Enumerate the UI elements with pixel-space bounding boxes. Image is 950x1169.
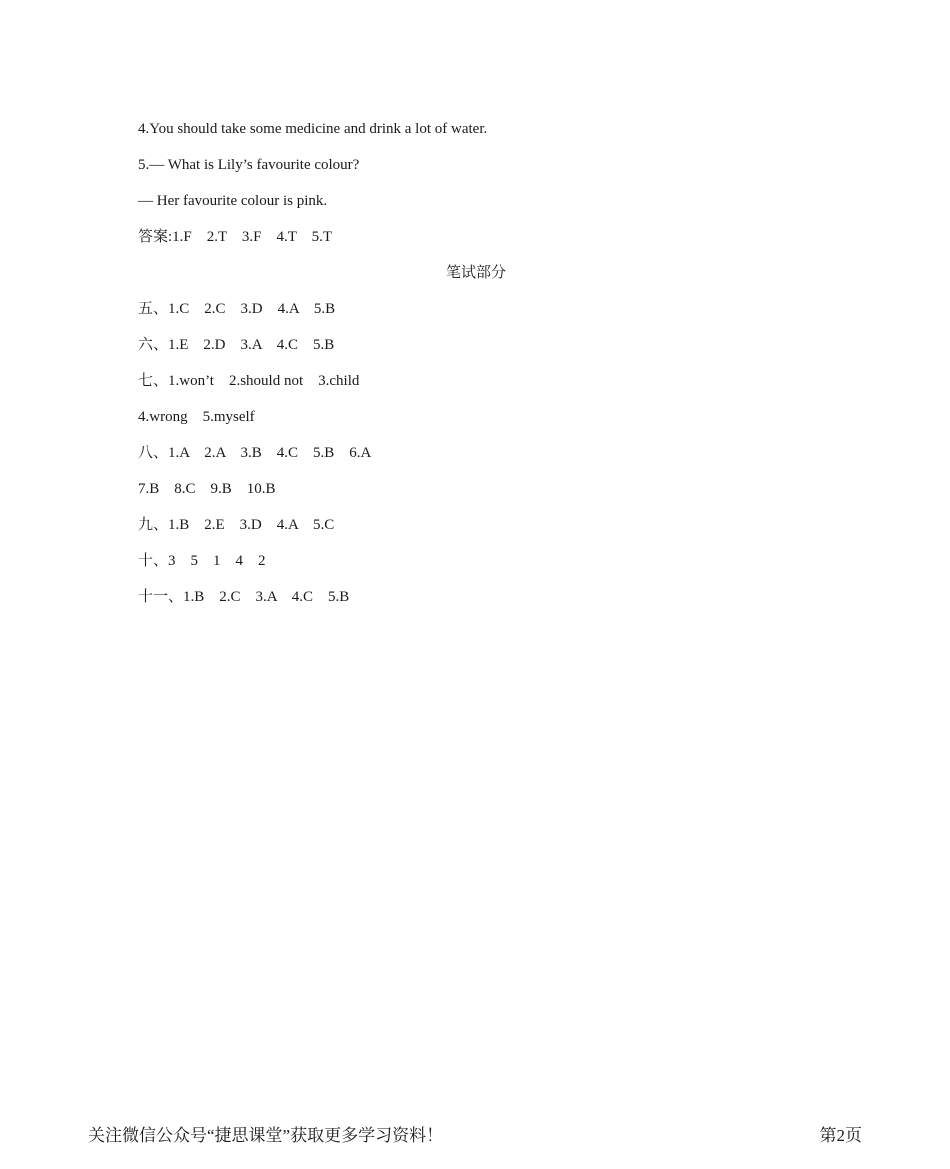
script-line-5-answer: — Her favourite colour is pink. xyxy=(138,193,328,209)
written-section-title: 笔试部分 xyxy=(445,265,506,281)
answer-line-7b: 4.wrong 5.myself xyxy=(138,409,255,425)
answer-line-10: 十、3 5 1 4 2 xyxy=(138,553,266,569)
page-number: 第2页 xyxy=(819,1126,862,1145)
script-line-5-question: 5.— What is Lily’s favourite colour? xyxy=(138,157,360,173)
script-line-4: 4.You should take some medicine and drink a lot of water. xyxy=(138,121,488,137)
answer-line-11: 十一、1.B 2.C 3.A 4.C 5.B xyxy=(138,589,350,605)
answer-content xyxy=(138,117,818,621)
answer-line-8a: 八、1.A 2.A 3.B 4.C 5.B 6.A xyxy=(138,445,372,461)
listening-answer-key: 答案:1.F 2.T 3.F 4.T 5.T xyxy=(138,229,333,245)
answer-line-7a: 七、1.won’t 2.should not 3.child xyxy=(138,373,360,389)
answer-line-5: 五、1.C 2.C 3.D 4.A 5.B xyxy=(138,301,336,317)
answer-line-9: 九、1.B 2.E 3.D 4.A 5.C xyxy=(138,517,335,533)
footer-promo: 关注微信公众号“捷思课堂”获取更多学习资料！ xyxy=(88,1126,444,1145)
answer-line-8b: 7.B 8.C 9.B 10.B xyxy=(138,481,276,497)
answer-line-6: 六、1.E 2.D 3.A 4.C 5.B xyxy=(138,337,335,353)
